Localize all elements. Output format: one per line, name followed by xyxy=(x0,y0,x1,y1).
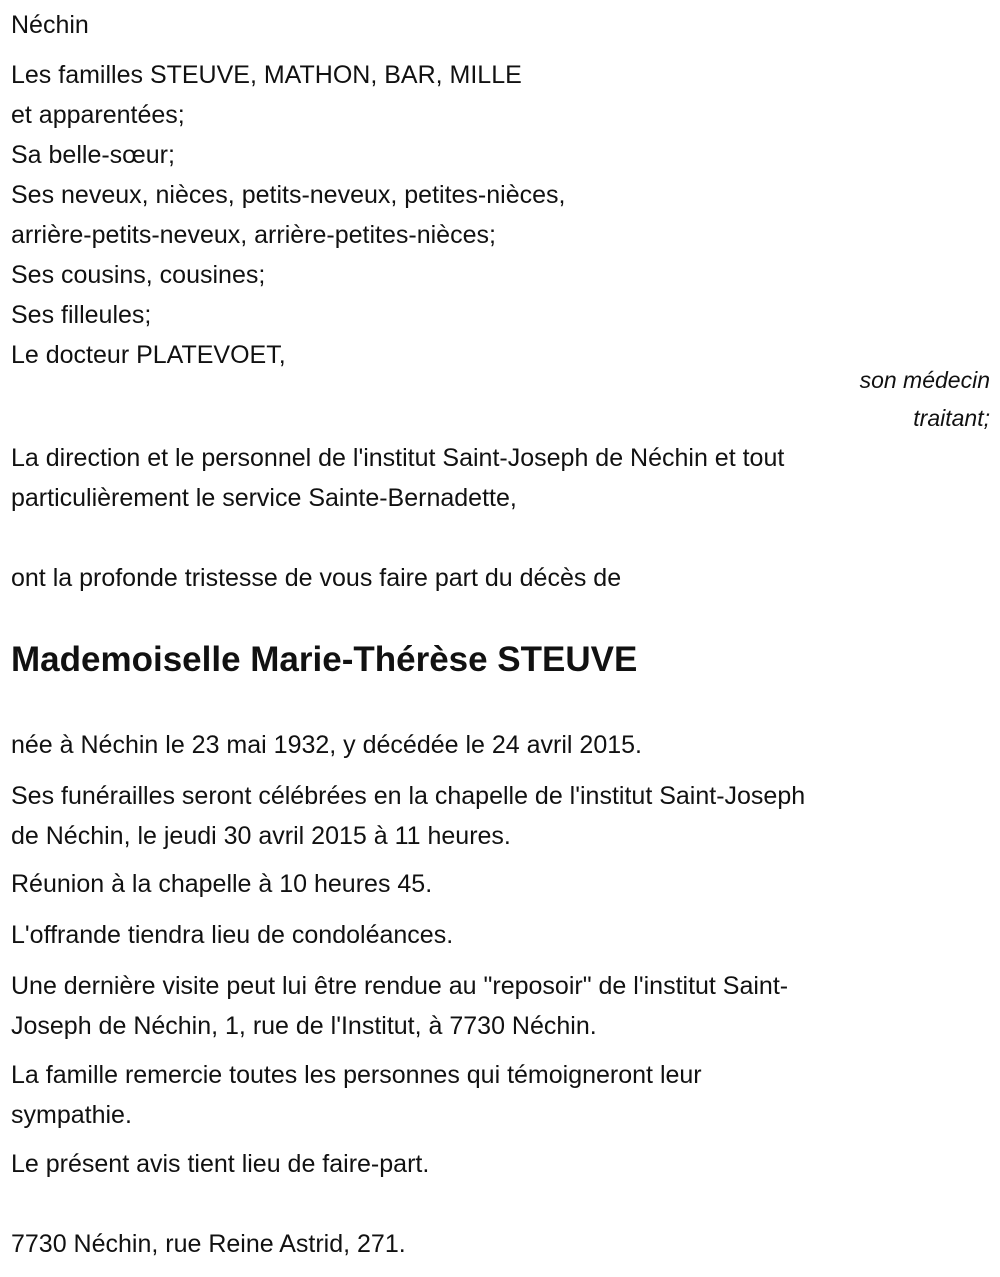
institute-line: particulièrement le service Sainte-Bernadette, xyxy=(11,484,517,512)
detail-line: Réunion à la chapelle à 10 heures 45. xyxy=(11,870,433,898)
detail-line: La famille remercie toutes les personnes qui témoigneront leur xyxy=(11,1061,702,1089)
detail-line: Le présent avis tient lieu de faire-part. xyxy=(11,1150,430,1178)
address: 7730 Néchin, rue Reine Astrid, 271. xyxy=(11,1230,406,1258)
announcement: ont la profonde tristesse de vous faire part du décès de xyxy=(11,564,622,592)
institute-line: La direction et le personnel de l'institut Saint-Joseph de Néchin et tout xyxy=(11,444,785,472)
detail-line: L'offrande tiendra lieu de condoléances. xyxy=(11,921,454,949)
detail-line: Ses funérailles seront célébrées en la chapelle de l'institut Saint-Joseph xyxy=(11,782,806,810)
doctor-role: traitant; xyxy=(913,405,990,431)
detail-line: de Néchin, le jeudi 30 avril 2015 à 11 heures. xyxy=(11,822,511,850)
doctor-role: son médecin xyxy=(859,367,990,393)
family-line: arrière-petits-neveux, arrière-petites-nièces; xyxy=(11,221,496,249)
detail-line: née à Néchin le 23 mai 1932, y décédée le 24 avril 2015. xyxy=(11,731,642,759)
family-line: Ses neveux, nièces, petits-neveux, petites-nièces, xyxy=(11,181,566,209)
family-line: et apparentées; xyxy=(11,101,185,129)
place: Néchin xyxy=(11,11,89,39)
family-line: Les familles STEUVE, MATHON, BAR, MILLE xyxy=(11,61,522,89)
family-line: Le docteur PLATEVOET, xyxy=(11,341,286,369)
detail-line: Une dernière visite peut lui être rendue au "reposoir" de l'institut Saint- xyxy=(11,972,789,1000)
family-line: Sa belle-sœur; xyxy=(11,141,175,169)
family-line: Ses filleules; xyxy=(11,301,152,329)
detail-line: sympathie. xyxy=(11,1101,132,1129)
detail-line: Joseph de Néchin, 1, rue de l'Institut, à 7730 Néchin. xyxy=(11,1012,597,1040)
deceased-name: Mademoiselle Marie-Thérèse STEUVE xyxy=(11,640,638,679)
family-line: Ses cousins, cousines; xyxy=(11,261,266,289)
